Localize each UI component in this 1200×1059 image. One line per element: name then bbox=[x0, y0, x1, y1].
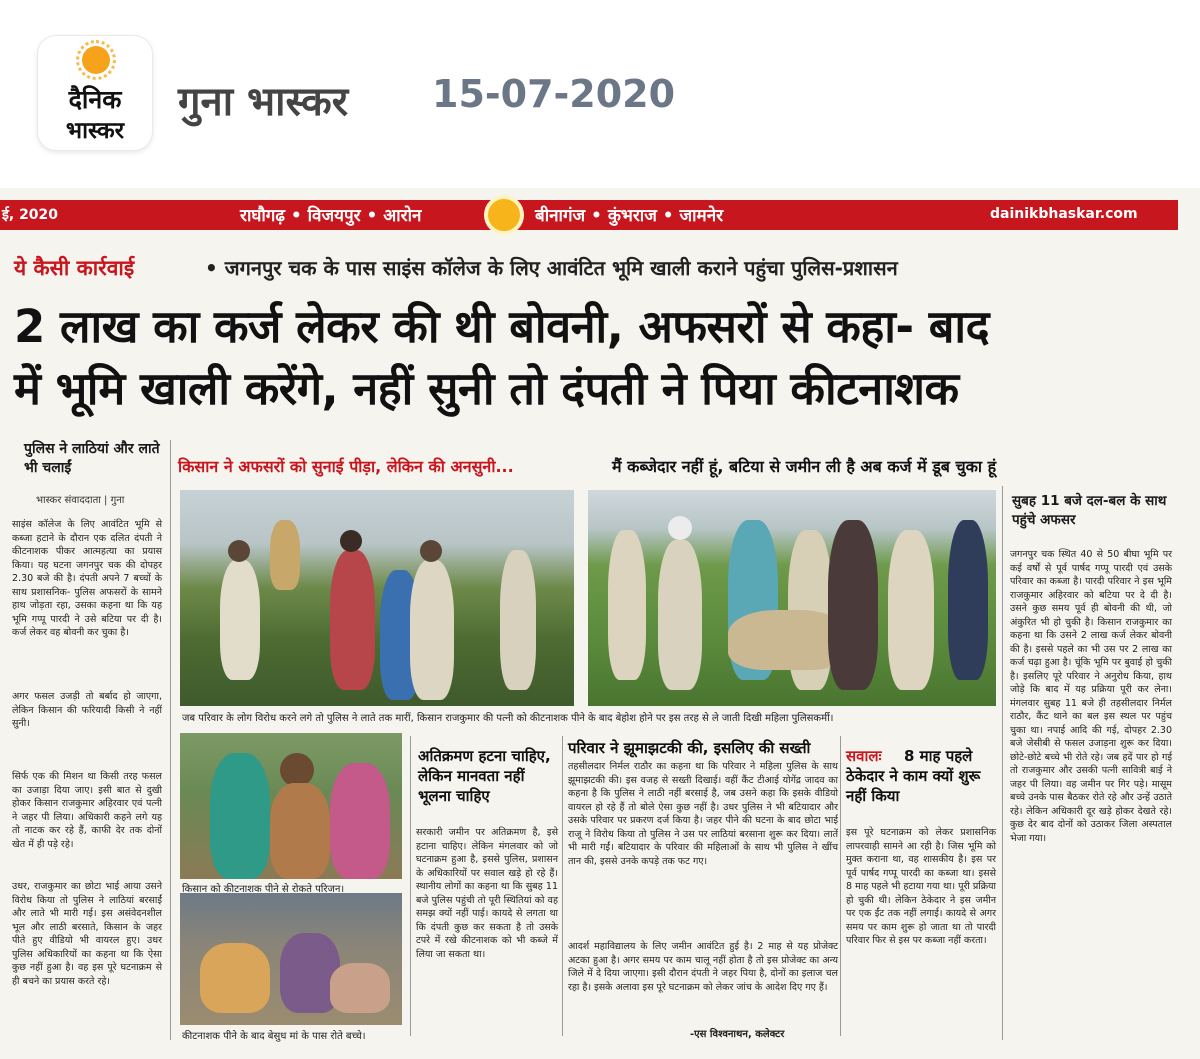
left-paragraph-2: अगर फसल उजड़ी तो बर्बाद हो जाएगा, लेकिन किसान की फरियादी किसी ने नहीं सुनी। bbox=[12, 691, 162, 729]
dainik-bhaskar-logo[interactable] bbox=[38, 36, 152, 150]
edition-title: गुना भास्कर bbox=[178, 79, 349, 125]
kicker-text: • जगनपुर चक के पास साइंस कॉलेज के लिए आवंटित भूमि खाली कराने पहुंचा पुलिस-प्रशासन bbox=[205, 256, 898, 280]
sub1-body: सरकारी जमीन पर अतिक्रमण है, इसे हटाना चाहिए। लेकिन मंगलवार को जो घटनाक्रम हुआ है, इससे पुलिस, प्रशासन के अधिकारियों पर सवाल खड़े हो रहे हैं। स्थानीय लोगों का कहना था कि सुबह 11 बजे पुलिस पहुंची तो पूरी स्थितियां को वह समझ क्यों नहीं पाई। कायदे से लगता था कि दंपती कुछ कर सकता है तो उसके टपरे में रखे कीटनाशक को भी कब्जे में लिया जा सकता था। bbox=[416, 827, 558, 960]
sub3-heading: 8 माह पहले ठेकेदार ने काम क्यों शुरू नहीं किया bbox=[846, 747, 981, 805]
left-paragraph-3: सिर्फ एक की मिशन था किसी तरह फसल का उजाड़ा दिया जाए। इसी बात से दुखी होकर किसान राजकुमार अहिरवार एवं पत्नी ने जहर पी लिया। अधिकारी कहने लगे यह तो नाटक कर रहे हैं, काफी देर तक दोनों खेत में ही पड़े रहे। bbox=[12, 771, 162, 850]
left-paragraph-4: उधर, राजकुमार का छोटा भाई आया उसने विरोध किया तो पुलिस ने लाठियां बरसाईं और लाते भी मारी गई। इस असंवेदनशील भूल और लाठी बरसाते, किसान के जहर पीते हुए वीडियो भी वायरल हुए। उधर पुलिस अधिकारियों का कहना था कि ऐसा कुछ नहीं हुआ है। वह इस पूरे घटनाक्रम से ही बचने का प्रयास करते रहे। bbox=[12, 881, 162, 987]
sub3-body: इस पूरे घटनाक्रम को लेकर प्रशासनिक लापरवाही सामने आ रही है। जिस भूमि को मुक्त कराना था, वह शासकीय है। इस पर पूर्व पार्षद गप्पू पारदी का कब्जा था। इससे 8 माह पहले भी हटाया गया था। पूरी प्रक्रिया हो चुकी थी। लेकिन ठेकेदार ने इस जमीन पर एक ईंट तक नहीं लगाई। कायदे से अगर समय पर काम शुरू हो जाता था तो पारदी परिवार फिर से इस पर कब्जा नहीं करता। bbox=[846, 827, 996, 946]
band-towns-left: राघौगढ़ • विजयपुर • आरोन bbox=[240, 206, 422, 226]
strap-red: किसान ने अफसरों को सुनाई पीड़ा, लेकिन की अनसुनी... bbox=[178, 457, 514, 476]
column-divider bbox=[1002, 486, 1003, 1040]
logo-text-line1: दैनिक bbox=[68, 85, 122, 114]
column-divider bbox=[840, 736, 841, 1036]
main-headline bbox=[14, 296, 1174, 420]
column-divider bbox=[562, 736, 563, 1036]
sub3-label: सवालः bbox=[846, 747, 882, 765]
collector-byline: -एस विश्वनाथन, कलेक्टर bbox=[690, 1029, 785, 1040]
edition-date: 15-07-2020 bbox=[432, 72, 676, 116]
photo-women-police bbox=[588, 490, 996, 706]
headline-line1: 2 लाख का कर्ज लेकर की थी बोवनी, अफसरों से कहा- बाद bbox=[14, 300, 989, 353]
photo-children-crying bbox=[180, 893, 402, 1025]
headline-line2: में भूमि खाली करेंगे, नहीं सुनी तो दंपती ने पिया कीटनाशक bbox=[14, 362, 959, 415]
logo-text-line2: भास्कर bbox=[65, 118, 125, 144]
right-column-body: जगनपुर चक स्थित 40 से 50 बीघा भूमि पर कई वर्षों से पूर्व पार्षद गप्पू पारदी एवं उसके परिवार का कब्जा है। पारदी परिवार ने इस भूमि राजकुमार अहिरवार को बटिया पर दे दी है। उसने कुछ समय पूर्व ही बोवनी की थी, जो अंकुरित भी हो चुकी है। किसान राजकुमार का कहना था कि उसने 2 लाख कर्ज लेकर बोवनी की है। इससे पहले का भी उस पर 2 लाख का कर्ज चढ़ा हुआ है। चूंकि भूमि पर बुवाई हो चुकी है। इसलिए पूरे परिवार ने अनुरोध किया, हाथ जोड़े कि बाद में यह प्रक्रिया पूरी कर लेना। मंगलवार सुबह 11 बजे ही तहसीलदार निर्मल राठौर, कैंट थाने का बल इस स्थल पर पहुंच चुका था। नपाई आदि की गई, दोपहर 2.30 बजे जेसीबी से फसल उजाड़ना शुरू कर दिया। छोटे-छोटे बच्चे भी रोते रहे। जब हदें पार हो गई तो राजकुमार और उसकी पत्नी सावित्री बाई ने जहर पी लिया। वह जमीन पर गिर पड़े। मासूम बच्चे उनके पास बैठकर रोते रहे और उन्हें उठाते रहे। लेकिन अधिकारी दूर खड़े होकर देखते रहे। कुछ देर बाद दोनों को उठाकर जिला अस्पताल भेजा गया। bbox=[1010, 549, 1172, 844]
sub2-quote: आदर्श महाविद्यालय के लिए जमीन आवंटित हुई है। 2 माह से यह प्रोजेक्ट अटका हुआ है। अगर समय पर काम चालू नहीं होता है तो इस प्रोजेक्ट का अन्य जिले में दे दिया जाएगा। इसी दौरान दंपती ने जहर पिया है, दोनों का इलाज चल रहा है। इसके अलावा इस पूरे घटनाक्रम को लेकर जांच के आदेश दिए गए हैं। bbox=[568, 941, 838, 993]
band-towns-right: बीनागंज • कुंभराज • जामनेर bbox=[535, 206, 724, 226]
left-column-heading: पुलिस ने लाठियां और लाते भी चलाईं bbox=[24, 441, 160, 476]
logo-sun-icon bbox=[82, 46, 110, 74]
photo-caption-main: जब परिवार के लोग विरोध करने लगे तो पुलिस ने लाते तक मारीं, किसान राजकुमार की पत्नी को कीटनाशक पीने के बाद बेहोश होने पर इस तरह से ले जाती दिखी महिला पुलिसकर्मी। bbox=[182, 713, 834, 724]
sub2-heading: परिवार ने झूमाझटकी की, इसलिए की सख्ती bbox=[568, 739, 811, 757]
left-paragraph-1: साइंस कॉलेज के लिए आवंटित भूमि से कब्जा हटाने के दौरान एक दलित दंपती ने कीटनाशक पीकर आत्महत्या का प्रयास किया। यह घटना जगनपुर चक की दोपहर 2.30 बजे की है। दंपती अपने 7 बच्चों के साथ प्रशासनिक- पुलिस अफसरों के सामने हाथ जोड़ता रहा, उसका कहना था कि यह भूमि गप्पू पारदी ने उसे बटिया पर दी है। कर्ज लेकर वह बोवनी कर चुका है। bbox=[12, 519, 162, 638]
app-header bbox=[0, 0, 1200, 170]
photo-family-stopping bbox=[180, 733, 402, 879]
photo-police-clash bbox=[180, 490, 574, 706]
right-column-heading: सुबह 11 बजे दल-बल के साथ पहुंचे अफसर bbox=[1012, 493, 1167, 528]
band-sun-icon bbox=[484, 195, 524, 235]
sub1-heading: अतिक्रमण हटना चाहिए, लेकिन मानवता नहीं भूलना चाहिए bbox=[418, 747, 551, 805]
sub2-body: तहसीलदार निर्मल राठौर का कहना था कि परिवार ने महिला पुलिस के साथ झूमाझटकी की। इस वजह से सख्ती दिखाई। वहीं कैंट टीआई योगेंद्र जादव का कहना है कि पुलिस ने लाठी नहीं बरसाई है, जब उसने कहा कि इसके वीडियो वायरल हो रहे हैं तो बोले ऐसा कुछ नहीं है। उधर पुलिस ने भी बटियादार और उसके परिवार पर प्रकरण दर्ज किया है। जहर पीने की घटना के बाद छोटा भाई राजू ने विरोध किया तो पुलिस ने उस पर लाठियां बरसाना शुरू कर दिया। लातें भी मारी गईं। बटियादार के परिवार की महिलाओं के साथ भी पुलिस ने खींच तान की, इससे उनके कपड़े तक फट गए। bbox=[568, 761, 838, 867]
photo-caption-small2: कीटनाशक पीने के बाद बेसुध मां के पास रोते बच्चे। bbox=[182, 1031, 366, 1042]
band-date: ई, 2020 bbox=[2, 207, 59, 223]
byline: भास्कर संवाददाता | गुना bbox=[36, 495, 125, 506]
column-divider bbox=[170, 440, 171, 1040]
strap-black: मैं कब्जेदार नहीं हूं, बटिया से जमीन ली है अब कर्ज में डूब चुका हूं bbox=[612, 457, 997, 476]
band-website: dainikbhaskar.com bbox=[990, 206, 1138, 222]
photo-caption-small1: किसान को कीटनाशक पीने से रोकते परिजन। bbox=[182, 884, 345, 895]
kicker-label: ये कैसी कार्रवाई bbox=[14, 256, 135, 280]
column-divider bbox=[410, 736, 411, 1036]
